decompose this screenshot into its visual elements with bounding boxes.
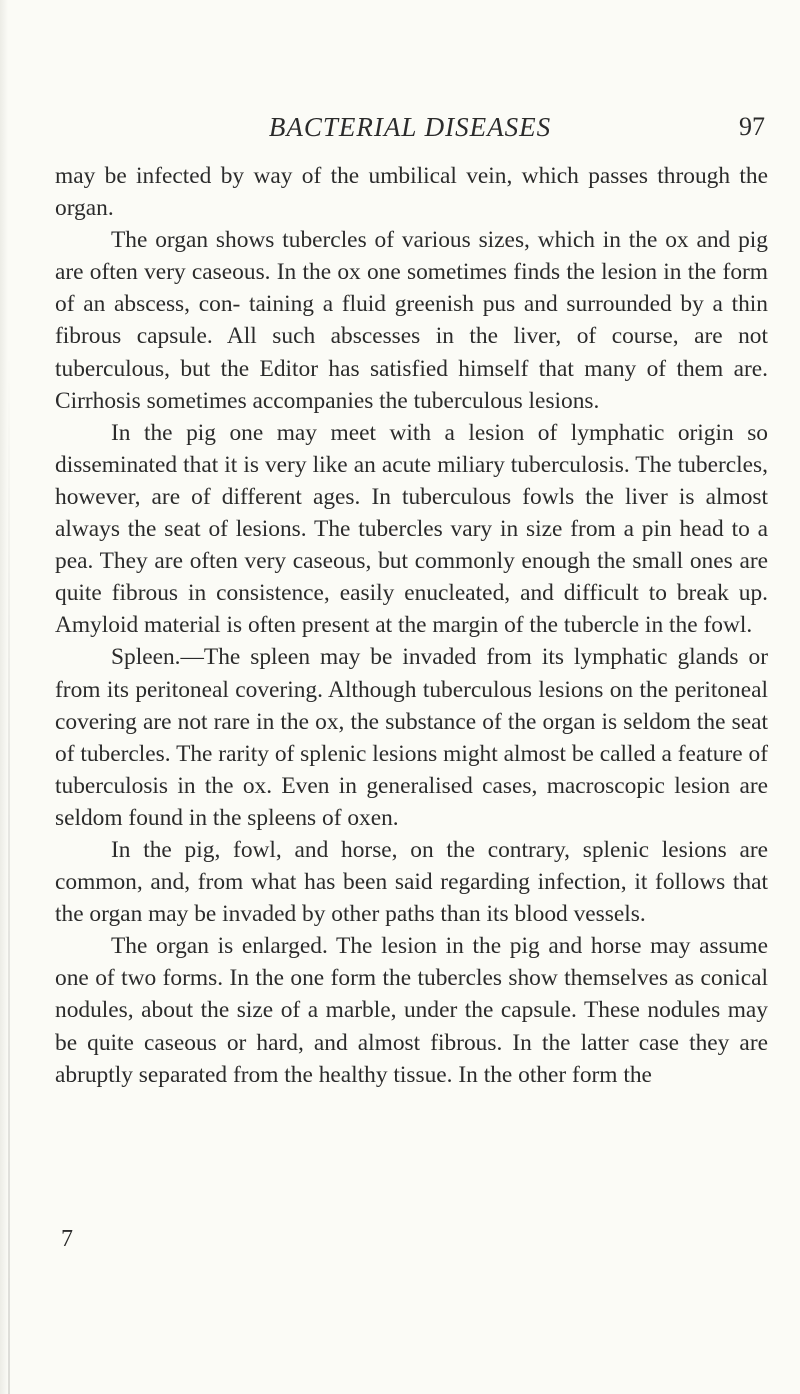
paragraph-spleen: Spleen.—The spleen may be invaded from its lymphatic glands or from its peritoneal covering. Although tuberculous lesions on the peritoneal covering are not rare in the ox, the substance of the organ is seldom the seat of tubercles. The rarity of splenic lesions might almost be called a feature of tuberculosis in the ox. Even in generalised cases, macroscopic lesion are seldom found in the spleens of oxen. — [55, 644, 768, 831]
paragraph-splenic-lesions: In the pig, fowl, and horse, on the contrary, splenic lesions are common, and, from what has been said regarding infection, it follows that the organ may be invaded by other paths than its blood vessels. — [55, 836, 768, 928]
page-edge — [8, 350, 10, 1394]
signature-mark: 7 — [61, 1226, 73, 1252]
paragraph-pig-fowl-liver: In the pig one may meet with a lesion of lymphatic origin so disseminated that it is very like an acute miliary tuberculosis. The tubercles, however, are of different ages. In tuberculous fowls the liver is almost always the seat of lesions. The tubercles vary in size from a pin head to a pea. They are often very caseous, but commonly enough the small ones are quite fibrous in consistence, easily enucleated, and difficult to break up. Amyloid material is often present at the margin of the tubercle in the fowl. — [55, 419, 768, 639]
page-header — [55, 108, 765, 148]
running-title: BACTERIAL DISEASES — [268, 112, 552, 142]
body-text — [55, 160, 768, 1091]
page-number: 97 — [739, 112, 765, 141]
paragraph-continuation: may be infected by way of the umbilical vein, which passes through the organ. — [55, 163, 768, 222]
paragraph-organ-tubercles: The organ shows tubercles of various sizes, which in the ox and pig are often very caseous. In the ox one sometimes finds the lesion in the form of an abscess, con- taining a fluid greenish pus and surrounded by a thin fibrous capsule. All such abscesses in the liver, of course, are not tuberculous, but the Editor has satisfied himself that many of them are. Cirrhosis sometimes accompanies the tuberculous lesions. — [55, 227, 768, 414]
paragraph-organ-enlarged: The organ is enlarged. The lesion in the pig and horse may assume one of two forms. In the one form the tubercles show themselves as conical nodules, about the size of a marble, under the capsule. These nodules may be quite caseous or hard, and almost fibrous. In the latter case they are abruptly separated from the healthy tissue. In the other form the — [55, 933, 768, 1088]
page-gutter-shadow — [0, 0, 8, 1394]
